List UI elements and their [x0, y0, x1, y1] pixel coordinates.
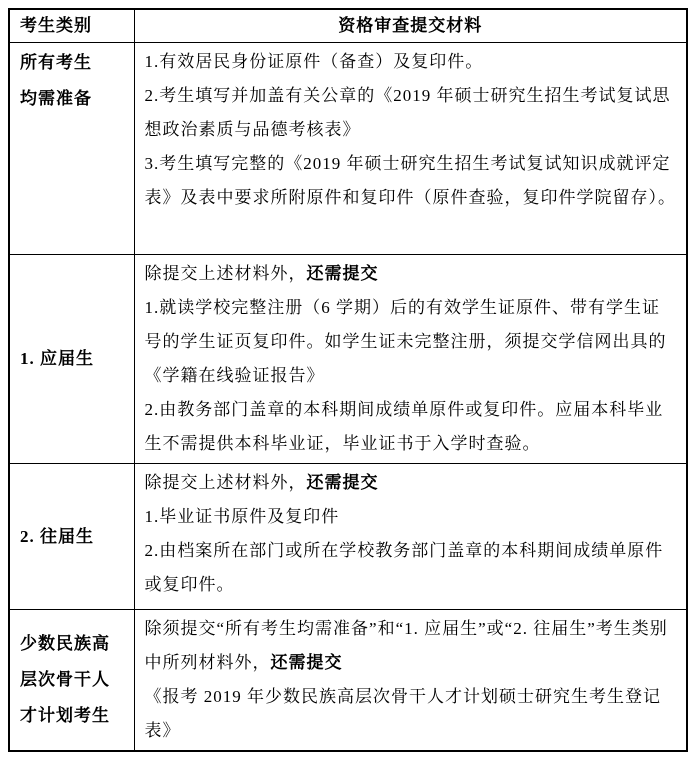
header-row: [9, 9, 687, 43]
material-item: [145, 612, 677, 680]
category-line: 2. 往届生: [20, 526, 94, 546]
category-line: 均需准备: [20, 89, 92, 108]
category-cell: [9, 610, 134, 752]
category-line: 1. 应届生: [20, 349, 94, 368]
category-line: 层次骨干人: [20, 670, 110, 689]
material-text: 2.由教务部门盖章的本科期间成绩单原件或复印件。应届本科毕业生不需提供本科毕业证，毕业证书于入学时查验。: [144, 400, 664, 453]
material-text: 2.考生填写并加盖有关公章的《2019 年硕士研究生招生考试复试思想政治素质与品德考核表》: [144, 86, 671, 139]
row-previous-graduates: [9, 464, 687, 610]
material-text: 1.有效居民身份证原件（备查）及复印件。: [144, 52, 484, 71]
qualification-review-table: [8, 8, 688, 752]
material-item: [145, 147, 677, 215]
material-item: [145, 500, 677, 534]
material-text: 1.就读学校完整注册（6 学期）后的有效学生证原件、带有学生证号的学生证页复印件。如学生证未完整注册，须提交学信网出具的《学籍在线验证报告》: [144, 298, 667, 385]
materials-cell: [134, 43, 687, 255]
material-bold-text: 还需提交: [270, 653, 343, 672]
category-cell: [9, 255, 134, 464]
materials-cell: [134, 255, 687, 464]
material-bold-text: 还需提交: [306, 264, 379, 283]
material-text: 2.由档案所在部门或所在学校教务部门盖章的本科期间成绩单原件或复印件。: [144, 541, 664, 594]
header-review-materials: 资格审查提交材料: [134, 9, 687, 43]
category-cell: [9, 43, 134, 255]
material-item: [145, 466, 677, 500]
materials-cell: [134, 464, 687, 610]
materials-cell: [134, 610, 687, 752]
header-candidate-category: 考生类别: [9, 9, 134, 43]
row-all-candidates: [9, 43, 687, 255]
material-text: 《报考 2019 年少数民族高层次骨干人才计划硕士研究生考生登记表》: [144, 687, 661, 740]
row-minority-program: [9, 610, 687, 752]
material-item: [145, 257, 677, 291]
material-item: [145, 680, 677, 748]
category-cell: [9, 464, 134, 610]
material-item: [145, 79, 677, 147]
category-line: 才计划考生: [20, 706, 110, 725]
material-text: 除提交上述材料外，: [144, 473, 307, 492]
material-text: 1.毕业证书原件及复印件: [144, 507, 340, 526]
category-line: 少数民族高: [20, 634, 110, 653]
material-bold-text: 还需提交: [306, 473, 379, 492]
material-item: [145, 534, 677, 602]
row-fresh-graduates: [9, 255, 687, 464]
material-item: [145, 393, 677, 461]
category-line: 所有考生: [20, 53, 92, 72]
material-item: [145, 45, 677, 79]
material-text: 除提交上述材料外，: [144, 264, 307, 283]
material-text: 除须提交“所有考生均需准备”和“1. 应届生”或“2. 往届生”考生类别中所列材料外，: [144, 619, 668, 672]
material-item: [145, 291, 677, 393]
material-text: 3.考生填写完整的《2019 年硕士研究生招生考试复试知识成就评定表》及表中要求所附原件和复印件（原件查验，复印件学院留存）。: [144, 154, 676, 207]
